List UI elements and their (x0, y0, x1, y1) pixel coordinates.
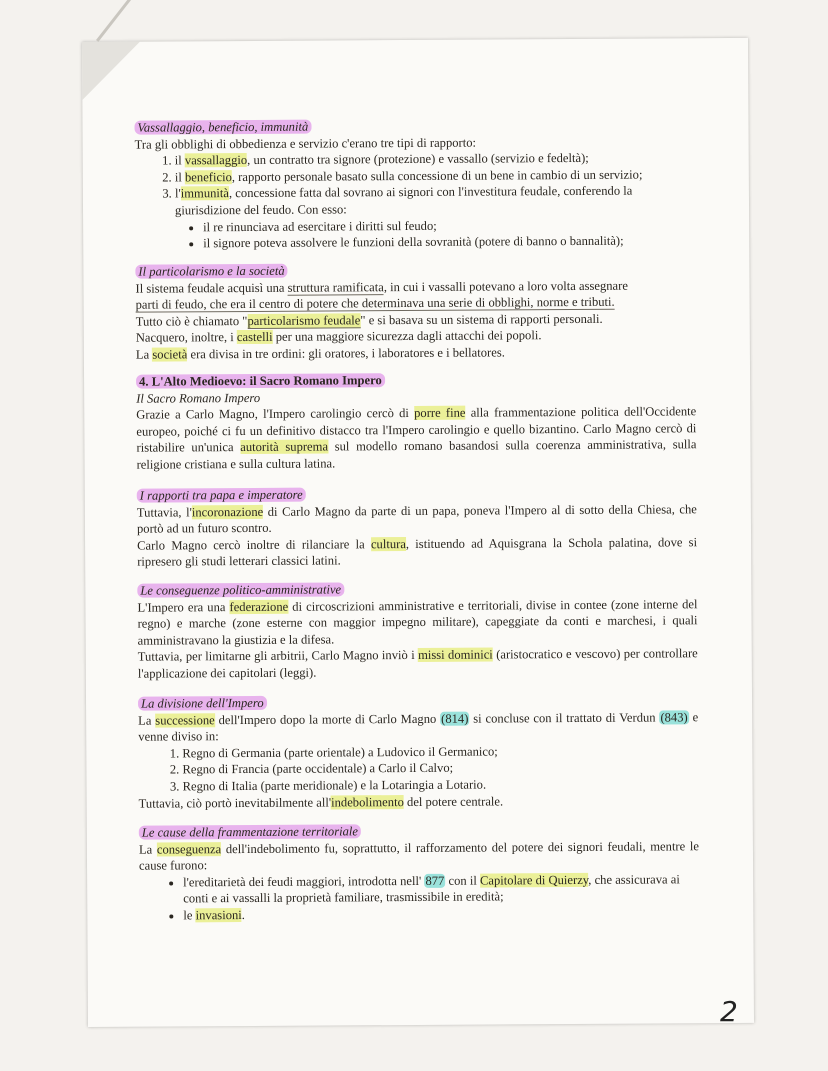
paragraph: L'Impero era una federazione di circoscrizioni amministrative e territoriali, divise in contee (zone interne del regno) e marche (zone esterne con maggior impegno militare), capeggiate da conti e marchesi, i quali amministravano la giustizia e la difesa. (137, 596, 698, 648)
paragraph: Tra gli obblighi di obbedienza e servizio c'erano tre tipi di rapporto: (134, 135, 477, 152)
list-item: 2. Regno di Francia (parte occidentale) a Carlo il Calvo; (182, 759, 698, 779)
paragraph: Tuttavia, l'incoronazione di Carlo Magno da parte di un papa, poneva l'Impero al di sotto della Chiesa, che portò ad un futuro scontro. (136, 501, 697, 536)
list-item: 1. Regno di Germania (parte orientale) a Ludovico il Germanico; (182, 742, 698, 762)
fold-crease (96, 0, 137, 42)
paragraph: Tutto ciò è chiamato "particolarismo feudale" e si basava su un sistema di rapporti personali. (135, 311, 603, 329)
list-item: • il signore poteva assolvere le funzioni della sovranità (potere di banno o bannalità); (203, 232, 695, 252)
paragraph: La successione dell'Impero dopo la morte di Carlo Magno (814) si concluse con il trattato di Verdun (843) e venne diviso in: (138, 709, 699, 744)
list-item: 3. Regno di Italia (parte meridionale) e la Lotaringia a Lotario. (183, 775, 699, 795)
section-title: La divisione dell'Impero (138, 692, 698, 712)
numbered-list (138, 742, 698, 795)
section-sacro-romano-impero (136, 370, 697, 473)
section-title: Il Sacro Romano Impero (136, 390, 261, 406)
section-papa-imperatore (137, 484, 697, 570)
bullet-list (175, 216, 695, 252)
notebook-page (82, 38, 754, 1027)
section-divisione (138, 692, 699, 812)
paragraph: Tuttavia, ciò portò inevitabilmente all'indebolimento del potere centrale. (138, 794, 504, 811)
chapter-heading: 4. L'Alto Medioevo: il Sacro Romano Impero (136, 370, 696, 390)
list-item: 3. l'immunità, concessione fatta dal sovrano ai signori con l'investitura feudale, conferendo la giurisdizione del feudo. Con esso: • il re rinunciava ad esercitare i diritti sul feudo; • il signore poteva assolvere le funzioni della sovranità (potere di banno o bannalità); (175, 183, 695, 253)
list-item: • il re rinunciava ad esercitare i diritti sul feudo; (203, 216, 695, 236)
bullet-list (139, 871, 699, 924)
paragraph: parti di feudo, che era il centro di potere che determinava una serie di obblighi, norme e tributi. (135, 294, 615, 312)
paragraph: Grazie a Carlo Magno, l'Impero carolingio cercò di porre fine alla frammentazione politica dell'Occidente europeo, poiché ci fu un definitivo distacco tra l'Impero carolingio e quello bizantino. Carlo Magno cercò di ristabilire un'unica autorità suprema sul modello romano basandosi sulla coerenza amministrativa, sulla religione cristiana e sulla cultura latina. (136, 404, 697, 472)
numbered-list (135, 149, 696, 252)
list-item: 1. il vassallaggio, un contratto tra signore (protezione) e vassallo (servizio e fedeltà); (175, 149, 695, 169)
list-item: • l'ereditarietà dei feudi maggiori, introdotta nell' 877 con il Capitolare di Quierzy, che assicurava ai conti e ai vassalli la proprietà familiare, trasmissibile in eredità; (183, 871, 699, 907)
section-title: Le conseguenze politico-amministrative (137, 579, 697, 599)
section-title: Le cause della frammentazione territoriale (139, 821, 699, 841)
paragraph: Carlo Magno cercò inoltre di rilanciare la cultura, istituendo ad Aquisgrana la Schola palatina, dove si ripresero gli studi letterari classici latini. (137, 535, 698, 570)
paragraph: Il sistema feudale acquisì una struttura ramificata, in cui i vassalli potevano a loro volta assegnare (135, 278, 628, 296)
folded-corner (82, 42, 140, 100)
section-particolarismo (135, 260, 696, 363)
section-cause (139, 821, 700, 924)
paragraph: Nacquero, inoltre, i castelli per una maggiore sicurezza dagli attacchi dei popoli. (135, 328, 542, 346)
list-item: • le invasioni. (183, 904, 699, 924)
paragraph: La conseguenza dell'indebolimento fu, soprattutto, il rafforzamento del potere dei signori feudali, mentre le cause furono: (138, 838, 699, 873)
list-item: 2. il beneficio, rapporto personale basato sulla concessione di un bene in cambio di un servizio; (175, 166, 695, 186)
section-title: I rapporti tra papa e imperatore (137, 484, 697, 504)
section-vassallaggio (134, 116, 695, 252)
page-number: 2 (720, 995, 738, 1028)
section-conseguenze (137, 579, 698, 682)
section-title: Vassallaggio, beneficio, immunità (134, 116, 694, 136)
paragraph: Tuttavia, per limitarne gli arbitrii, Carlo Magno inviò i missi dominici (aristocratico e vescovo) per controllare l'applicazione dei capitolari (leggi). (137, 646, 698, 681)
section-title: Il particolarismo e la società (135, 260, 695, 280)
paragraph: La società era divisa in tre ordini: gli oratores, i laboratores e i bellatores. (135, 345, 505, 362)
